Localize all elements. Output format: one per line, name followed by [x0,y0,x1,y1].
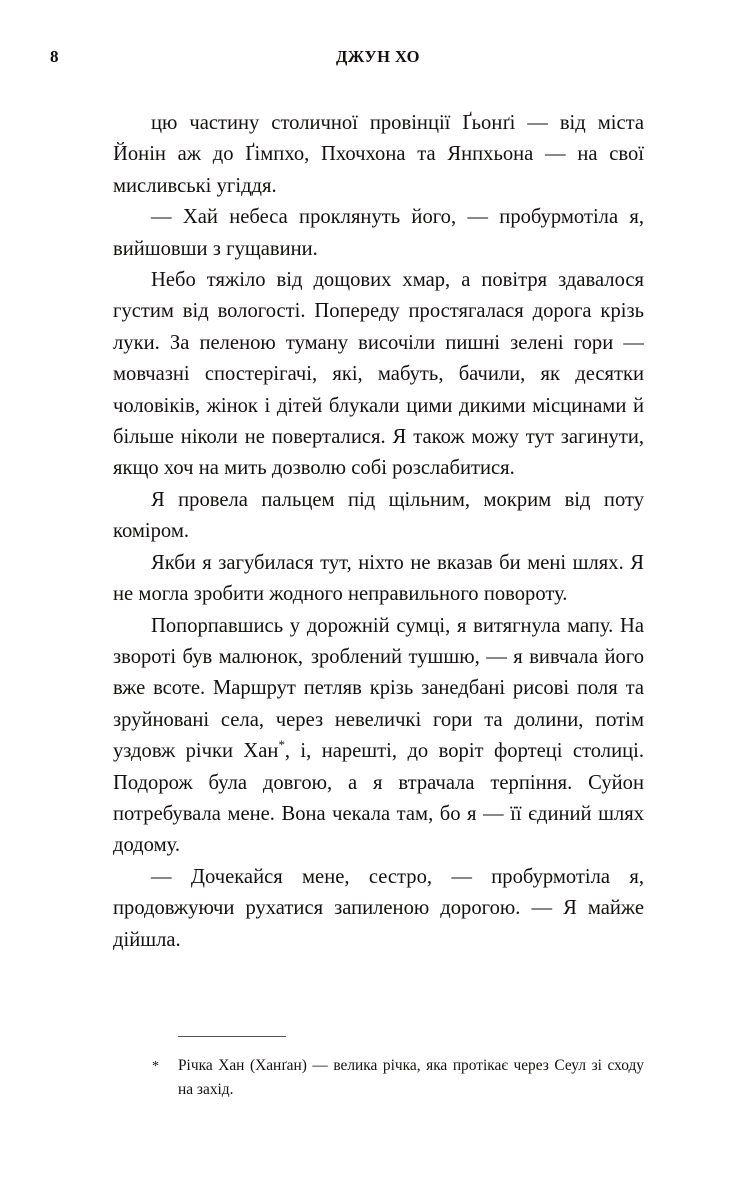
footnote-text: Річка Хан (Ханґан) — велика річка, яка протікає через Сеул зі сходу на захід. [178,1057,644,1098]
paragraph-sky-description: Небо тяжіло від дощових хмар, а повітря здавалося густим від вологості. Попереду простягалася дорога крізь луки. За пеленою туману височіли пишні зелені гори — мовчазні спостерігачі, які, мабуть, бачили, як десятки чоловіків, жінок і дітей блукали цими дикими місцинами й більше ніколи не поверталися. Я також можу тут загинути, якщо хоч на мить дозволю собі розслабитися. [113,269,644,480]
footnote [152,1054,644,1101]
paragraph-collar: Я провела пальцем під щільним, мокрим від поту коміром. [113,488,644,543]
paragraph-lost-way: Якби я загубилася тут, ніхто не вказав би мені шлях. Я не могла зробити жодного неправильного повороту. [113,551,644,606]
running-head [0,44,756,70]
paragraph-map-part-a: Попорпавшись у дорожній сумці, я витягнула мапу. На звороті був малюнок, [113,614,644,668]
footnote-marker: * [152,1059,159,1074]
page-number: 8 [50,47,59,66]
running-head-title: ДЖУН ХО [336,47,420,66]
body-text-block [113,108,644,956]
footnote-separator-rule [178,1036,286,1037]
footnote-reference-marker[interactable]: * [278,738,285,753]
paragraph-dialogue-curse: — Хай небеса проклянуть його, — пробурмотіла я, вийшовши з гущавини. [113,206,644,260]
paragraph-map-with-footnote [113,611,644,862]
paragraph-dialogue-sister: — Дочекайся мене, сестро, — пробурмотіла я, продовжуючи рухатися запиленою дорогою. — Я майже дійшла. [113,865,644,951]
paragraph-continued: цю частину столичної провінції Ґьонґі — від міста Йонін аж до Ґімпхо, Пхочхона та Янпхьона — на свої мисливські угіддя. [113,112,644,197]
paragraph-map-part-c: , і, нарешті, до воріт фортеці столиці. Подорож була довгою, а я втрачала терпіння. Суйон потребувала мене. Вона чекала там, бо я — її єдиний шлях додому. [113,740,644,857]
paragraph-map-part-b: зроблений тушшю, — я вивчала його вже всоте. Маршрут петляв крізь занедбані рисові поля та зруйновані села, через невеличкі гори та долини, потім уздовж річки Хан [113,645,644,763]
